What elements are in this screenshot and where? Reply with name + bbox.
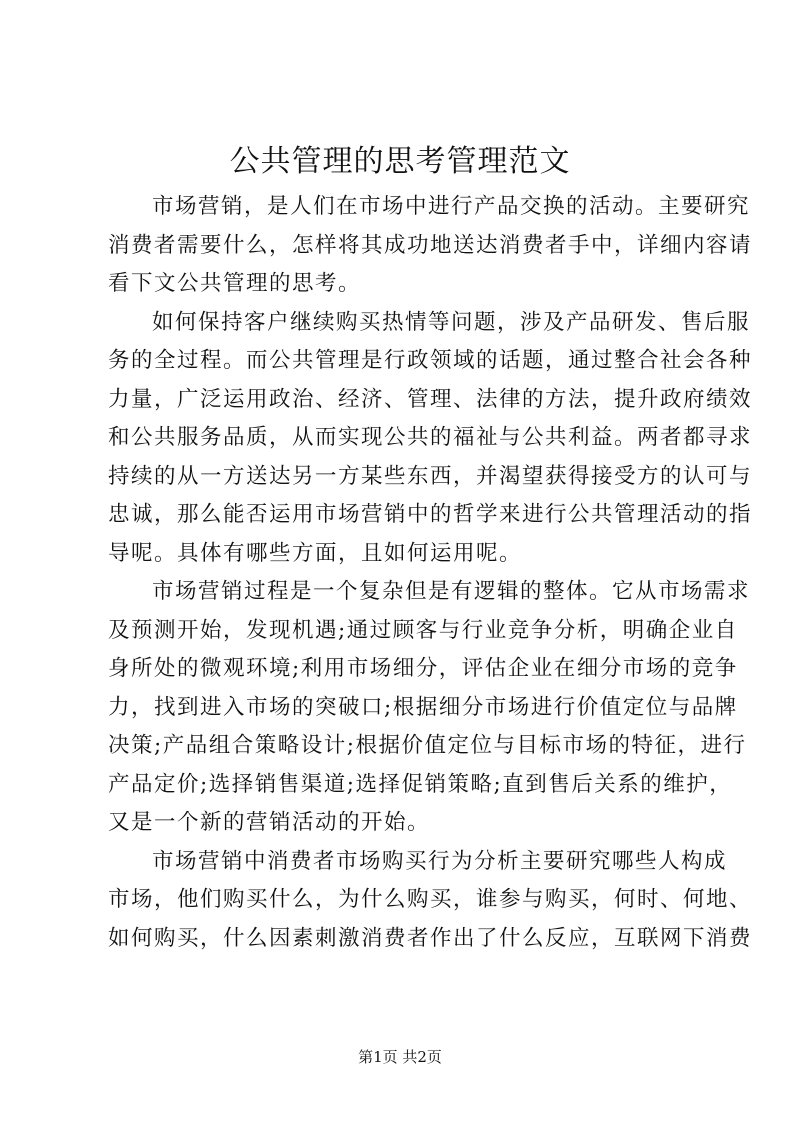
paragraph-line: 又是一个新的营销活动的开始。 <box>108 810 431 835</box>
paragraph-line: 市场营销中消费者市场购买行为分析主要研究哪些人构成 <box>152 848 728 874</box>
paragraph-2 <box>108 304 753 574</box>
paragraph-line: 务的全过程。而公共管理是行政领域的话题，通过整合社会各种 <box>108 348 753 373</box>
document-body <box>108 188 753 958</box>
paragraph-line: 及预测开始，发现机遇;通过顾客与行业竞争分析，明确企业自 <box>108 617 738 643</box>
paragraph-line: 如何保持客户继续购买热情等问题，涉及产品研发、售后服 <box>152 309 751 335</box>
paragraph-line: 和公共服务品质，从而实现公共的福祉与公共利益。两者都寻求 <box>108 425 753 450</box>
paragraph-line: 身所处的微观环境;利用市场细分，评估企业在细分市场的竞争 <box>108 656 738 681</box>
document-title: 公共管理的思考管理范文 <box>229 144 571 179</box>
paragraph-line: 市场，他们购买什么，为什么购买，谁参与购买，何时、何地、 <box>108 887 753 912</box>
page-footer: 第1页 共2页 <box>358 1048 442 1066</box>
paragraph-4 <box>108 843 753 959</box>
paragraph-line: 产品定价;选择销售渠道;选择促销策略;直到售后关系的维护， <box>108 771 733 797</box>
paragraph-line: 决策;产品组合策略设计;根据价值定位与目标市场的特征，进行 <box>108 733 747 758</box>
paragraph-line: 导呢。具体有哪些方面，且如何运用呢。 <box>108 540 523 566</box>
paragraph-line: 市场营销，是人们在市场中进行产品交换的活动。主要研究 <box>152 194 751 219</box>
paragraph-line: 力量，广泛运用政治、经济、管理、法律的方法，提升政府绩效 <box>108 386 753 412</box>
paragraph-line: 看下文公共管理的思考。 <box>108 271 362 296</box>
paragraph-line: 持续的从一方送达另一方某些东西，并渴望获得接受方的认可与 <box>108 463 753 489</box>
paragraph-1 <box>108 188 753 304</box>
paragraph-line: 消费者需要什么，怎样将其成功地送达消费者手中，详细内容请 <box>108 232 753 258</box>
paragraph-line: 力，找到进入市场的突破口;根据细分市场进行价值定位与品牌 <box>108 694 738 720</box>
paragraph-line: 如何购买，什么因素刺激消费者作出了什么反应，互联网下消费 <box>108 925 753 951</box>
paragraph-3 <box>108 573 751 843</box>
paragraph-line: 市场营销过程是一个复杂但是有逻辑的整体。它从市场需求 <box>152 579 751 604</box>
paragraph-line: 忠诚，那么能否运用市场营销中的哲学来进行公共管理活动的指 <box>108 502 753 527</box>
